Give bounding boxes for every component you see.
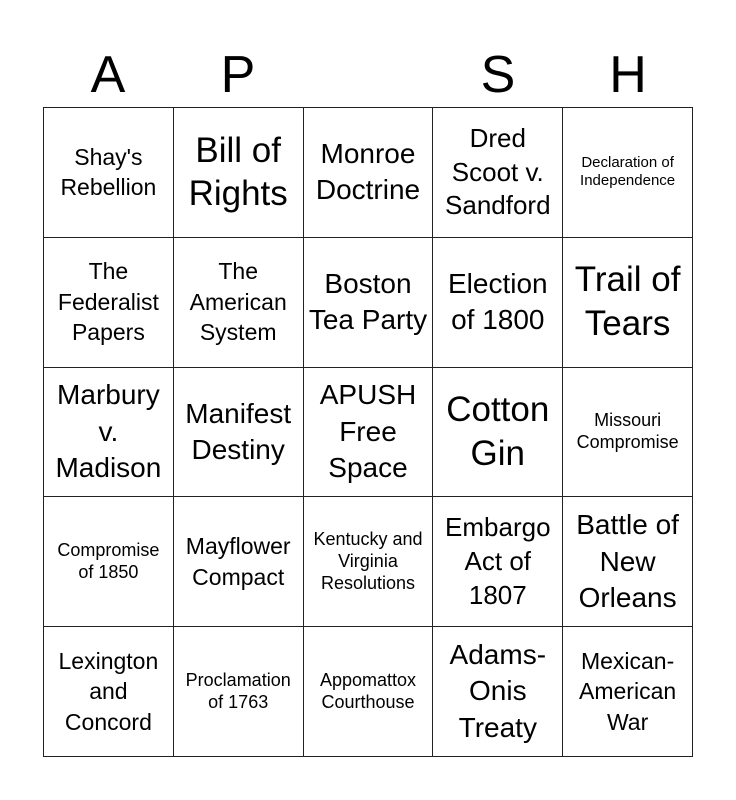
bingo-cell[interactable]: Bill of Rights	[174, 108, 304, 238]
header-letter-a: A	[90, 46, 126, 104]
bingo-grid	[43, 107, 693, 757]
bingo-cell[interactable]: Declaration of Independence	[563, 108, 693, 238]
bingo-cell[interactable]: The American System	[174, 238, 304, 368]
bingo-cell[interactable]: Missouri Compromise	[563, 368, 693, 498]
bingo-cell[interactable]: Manifest Destiny	[174, 368, 304, 498]
bingo-cell[interactable]: Cotton Gin	[433, 368, 563, 498]
bingo-cell[interactable]: Shay's Rebellion	[44, 108, 174, 238]
bingo-cell free-space[interactable]: APUSH Free Space	[304, 368, 434, 498]
bingo-cell[interactable]: Dred Scoot v. Sandford	[433, 108, 563, 238]
bingo-cell[interactable]: Lexington and Concord	[44, 627, 174, 757]
bingo-cell[interactable]: Battle of New Orleans	[563, 497, 693, 627]
bingo-cell[interactable]: The Federalist Papers	[44, 238, 174, 368]
bingo-cell[interactable]: Trail of Tears	[563, 238, 693, 368]
bingo-cell[interactable]: Proclamation of 1763	[174, 627, 304, 757]
bingo-cell[interactable]: Mexican-American War	[563, 627, 693, 757]
bingo-cell[interactable]: Boston Tea Party	[304, 238, 434, 368]
bingo-cell[interactable]: Monroe Doctrine	[304, 108, 434, 238]
bingo-cell[interactable]: Kentucky and Virginia Resolutions	[304, 497, 434, 627]
bingo-cell[interactable]: Election of 1800	[433, 238, 563, 368]
bingo-cell[interactable]: Appomattox Courthouse	[304, 627, 434, 757]
header-letter-h: H	[609, 46, 647, 104]
header-letter-s: S	[480, 46, 516, 104]
bingo-cell[interactable]: Embargo Act of 1807	[433, 497, 563, 627]
bingo-cell[interactable]: Adams-Onis Treaty	[433, 627, 563, 757]
bingo-cell[interactable]: Compromise of 1850	[44, 497, 174, 627]
header-letter-blank	[303, 44, 433, 106]
bingo-cell[interactable]: Marbury v. Madison	[44, 368, 174, 498]
bingo-cell[interactable]: Mayflower Compact	[174, 497, 304, 627]
bingo-header	[43, 44, 693, 106]
header-letter-p: P	[220, 46, 256, 104]
